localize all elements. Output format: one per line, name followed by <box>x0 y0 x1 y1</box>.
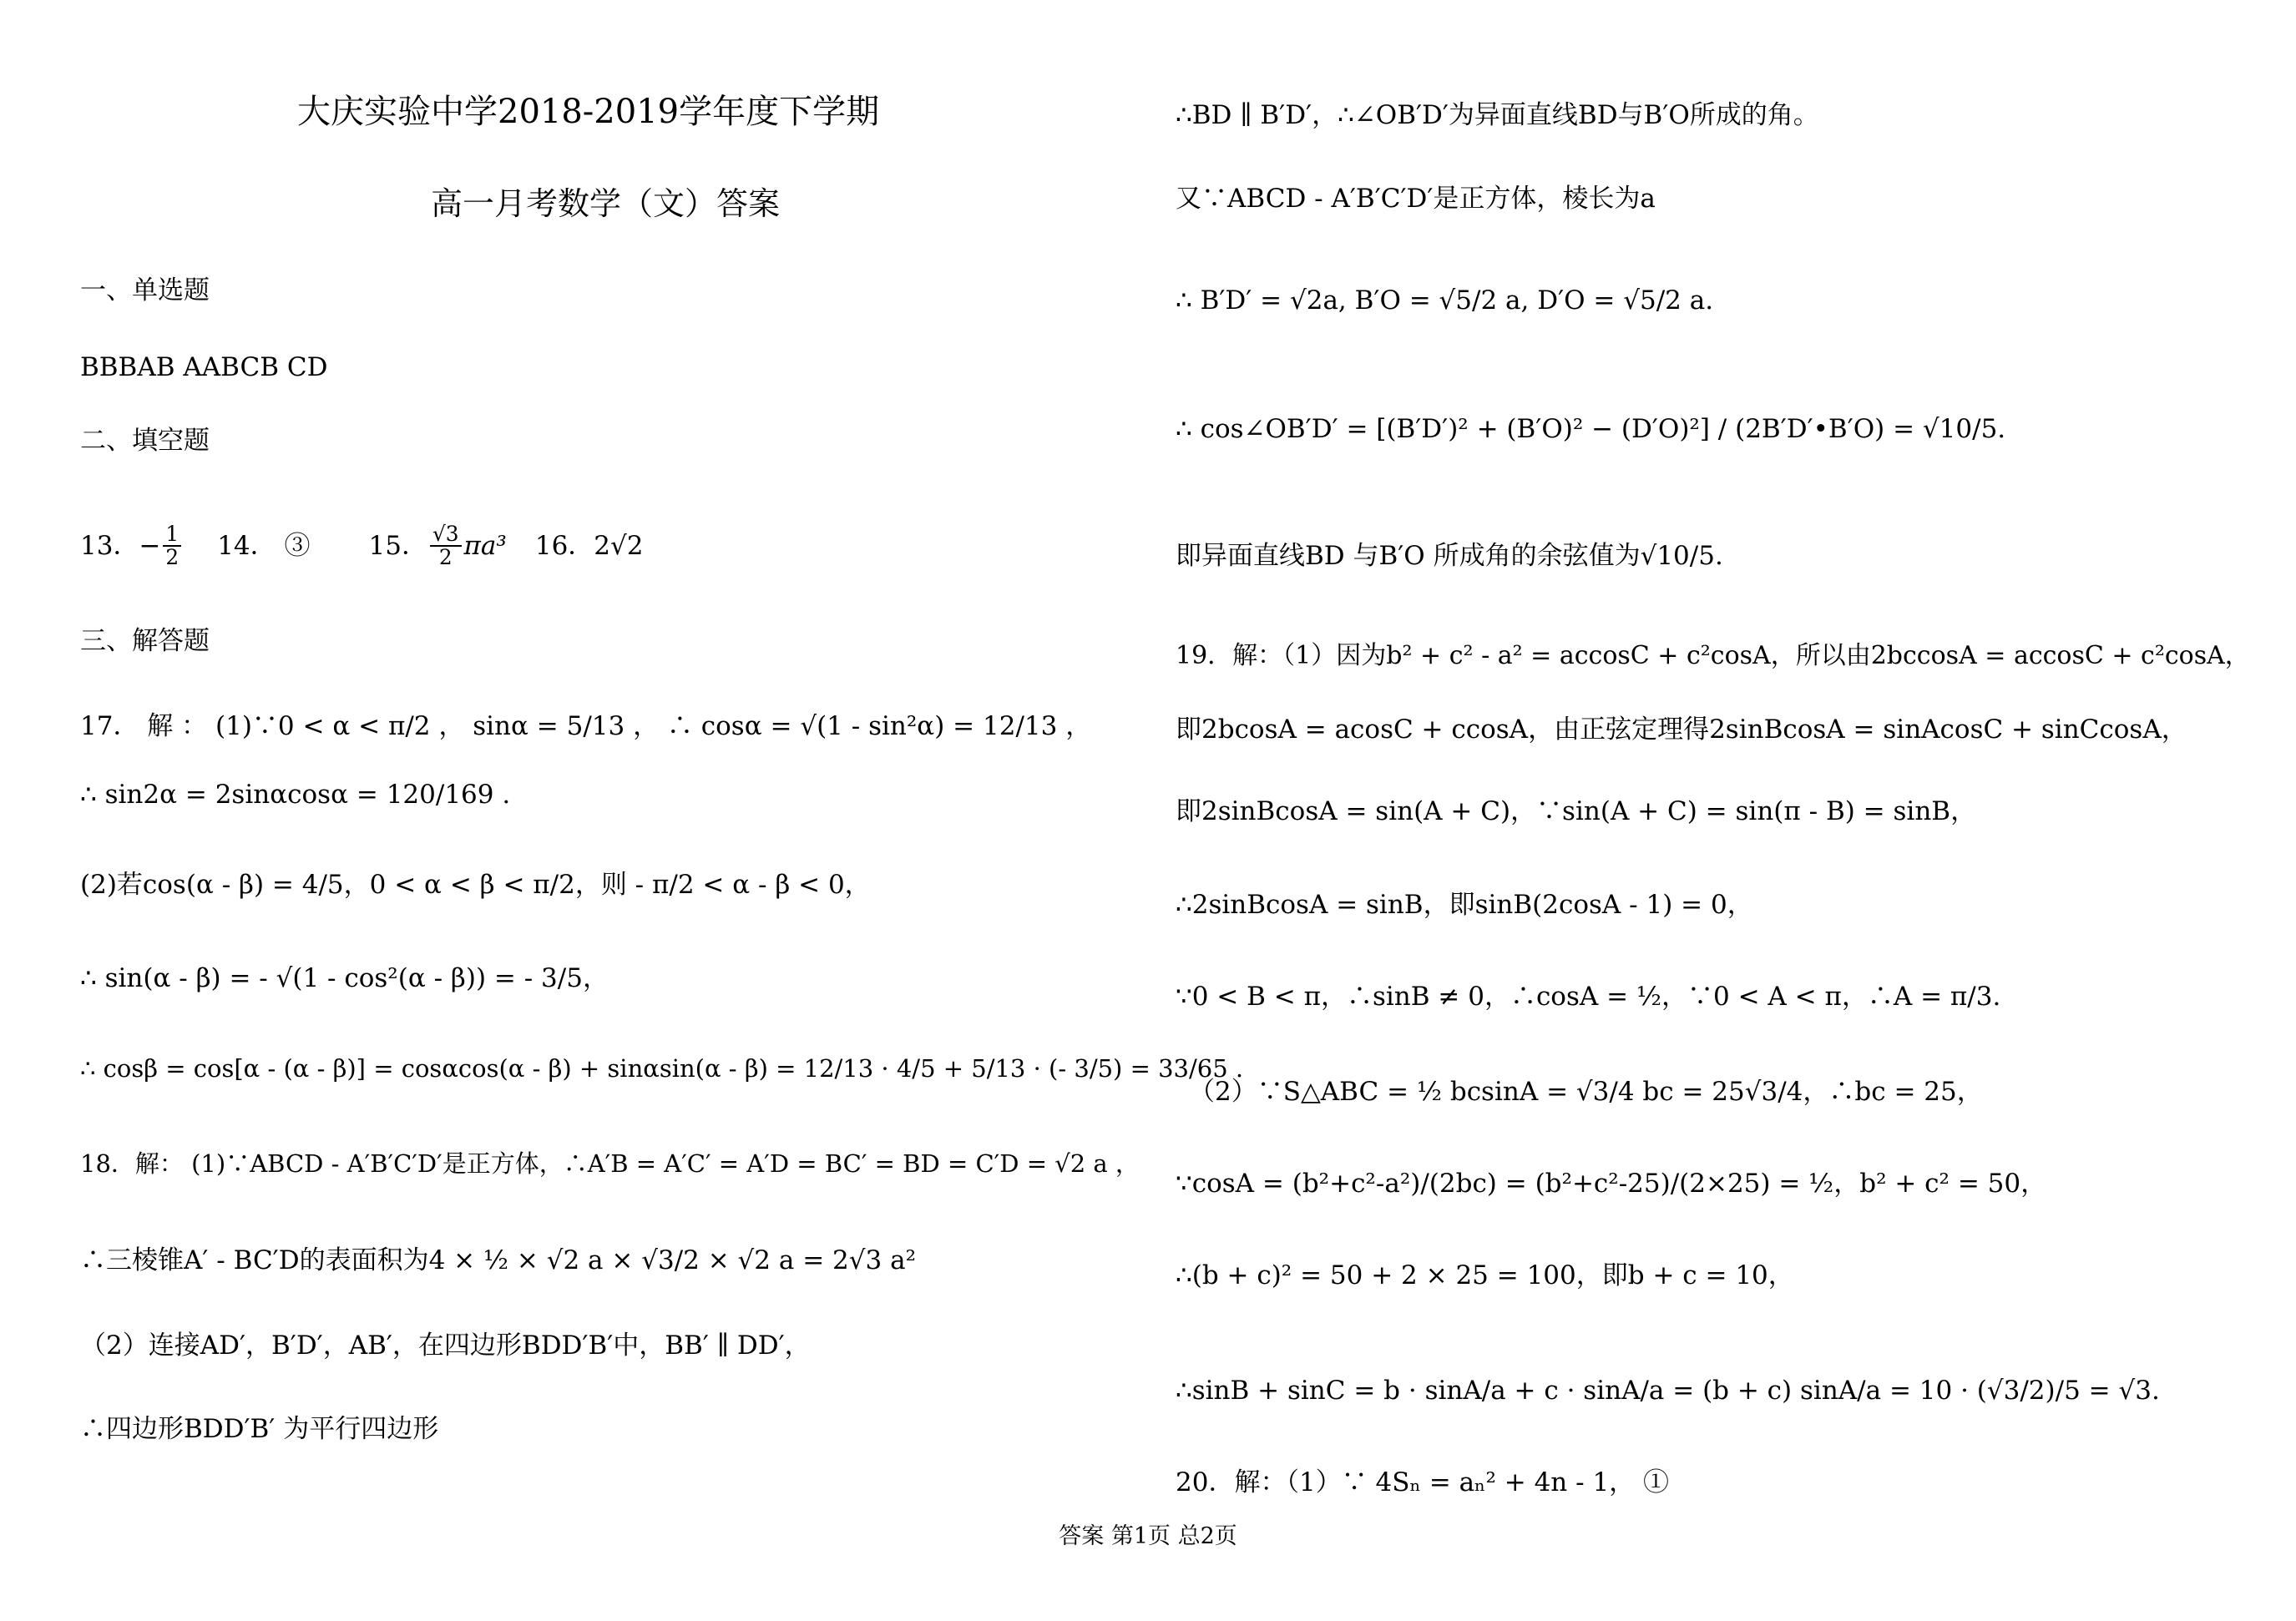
q19-line-6: （2）∵S△ABC = ½ bcsinA = √3/4 bc = 25√3/4，∴bc = 25， <box>1189 1077 1983 1107</box>
fill-15-fraction <box>430 523 462 568</box>
q18-line-1: 18．解： (1)∵ABCD - A′B′C′D′是正方体，∴A′B = A′C′ = A′D = BC′ = BD = C′D = √2 a ， <box>80 1149 1140 1178</box>
q17-line-2: ∴ sin2α = 2sinαcosα = 120/169 . <box>80 780 511 810</box>
fill-13-den: 2 <box>165 545 180 569</box>
q20-line-1: 20．解：（1）∵ 4Sₙ = aₙ² + 4n - 1， ① <box>1176 1467 1670 1497</box>
fill-15-num: √3 <box>430 523 462 547</box>
fill-16: 16．2√2 <box>534 531 644 561</box>
section-heading-2: 二、填空题 <box>80 426 210 456</box>
q18-cont-line-4: ∴ cos∠OB′D′ = [(B′D′)² + (B′O)² − (D′O)²] / (2B′D′•B′O) = √10/5. <box>1176 414 2006 444</box>
page-subtitle: 高一月考数学（文）答案 <box>431 185 781 222</box>
q18-line-2: ∴三棱锥A′ - BC′D的表面积为4 × ½ × √2 a × √3/2 × √2 a = 2√3 a² <box>80 1245 916 1275</box>
q18-cont-line-2: 又∵ABCD - A′B′C′D′是正方体，棱长为a <box>1176 184 1656 214</box>
fill-14: 14． ③ <box>217 531 311 561</box>
q18-line-3: （2）连接AD′，B′D′，AB′，在四边形BDD′B′中，BB′ ∥ DD′， <box>80 1331 811 1361</box>
q19-line-3: 即2sinBcosA = sin(A + C)，∵sin(A + C) = sin(π - B) = sinB， <box>1176 796 1977 826</box>
q18-cont-line-1: ∴BD ∥ B′D′，∴∠OB′D′为异面直线BD与B′O所成的角。 <box>1176 100 1819 130</box>
q17-line-4: ∴ sin(α - β) = - √(1 - cos²(α - β)) = - 3/5， <box>80 963 609 993</box>
mc-answers: BBBAB AABCB CD <box>80 352 328 382</box>
fill-13-num: 1 <box>163 523 181 547</box>
q19-line-8: ∴(b + c)² = 50 + 2 × 25 = 100，即b + c = 10， <box>1176 1260 1794 1290</box>
fill-15-tail: πa³ <box>463 531 507 561</box>
fill-15-den: 2 <box>438 545 453 569</box>
q17-line-1: 17． 解 ： (1)∵0 < α < π/2 ， sinα = 5/13 ， ∴ cosα = √(1 - sin²α) = 12/13 ， <box>80 711 1092 741</box>
q19-line-9: ∴sinB + sinC = b · sinA/a + c · sinA/a = (b + c) sinA/a = 10 · (√3/2)/5 = √3. <box>1176 1376 2160 1406</box>
q17-line-3: (2)若cos(α - β) = 4/5，0 < α < β < π/2，则 - π/2 < α - β < 0， <box>80 870 871 900</box>
q19-line-2: 即2bcosA = acosC + ccosA，由正弦定理得2sinBcosA = sinAcosC + sinCcosA， <box>1176 715 2187 745</box>
page-title: 大庆实验中学2018-2019学年度下学期 <box>297 93 880 131</box>
q19-line-7: ∵cosA = (b²+c²-a²)/(2bc) = (b²+c²-25)/(2×25) = ½，b² + c² = 50， <box>1176 1169 2047 1199</box>
q19-line-4: ∴2sinBcosA = sinB，即sinB(2cosA - 1) = 0， <box>1176 890 1753 920</box>
q18-line-4: ∴四边形BDD′B′ 为平行四边形 <box>80 1414 439 1444</box>
fill-answers <box>80 519 644 573</box>
fill-15-label: 15． <box>368 531 427 561</box>
q19-line-1: 19．解：（1）因为b² + c² - a² = accosC + c²cosA，所以由2bccosA = accosC + c²cosA， <box>1176 641 2250 670</box>
section-heading-1: 一、单选题 <box>80 275 210 306</box>
fill-13-label: 13．− <box>80 531 161 561</box>
q17-line-5: ∴ cosβ = cos[α - (α - β)] = cosαcos(α - β) + sinαsin(α - β) = 12/13 · 4/5 + 5/13 · (- 3/5) = 33/65 . <box>80 1054 1244 1083</box>
section-heading-3: 三、解答题 <box>80 626 210 656</box>
q18-cont-line-3: ∴ B′D′ = √2a, B′O = √5/2 a, D′O = √5/2 a. <box>1176 285 1714 316</box>
page-footer: 答案 第1页 总2页 <box>1059 1523 1237 1549</box>
q18-cont-line-5: 即异面直线BD 与B′O 所成角的余弦值为√10/5. <box>1176 541 1723 571</box>
q19-line-5: ∵0 < B < π，∴sinB ≠ 0，∴cosA = ½，∵0 < A < π，∴A = π/3. <box>1176 982 2001 1012</box>
fill-13-fraction <box>163 523 181 568</box>
